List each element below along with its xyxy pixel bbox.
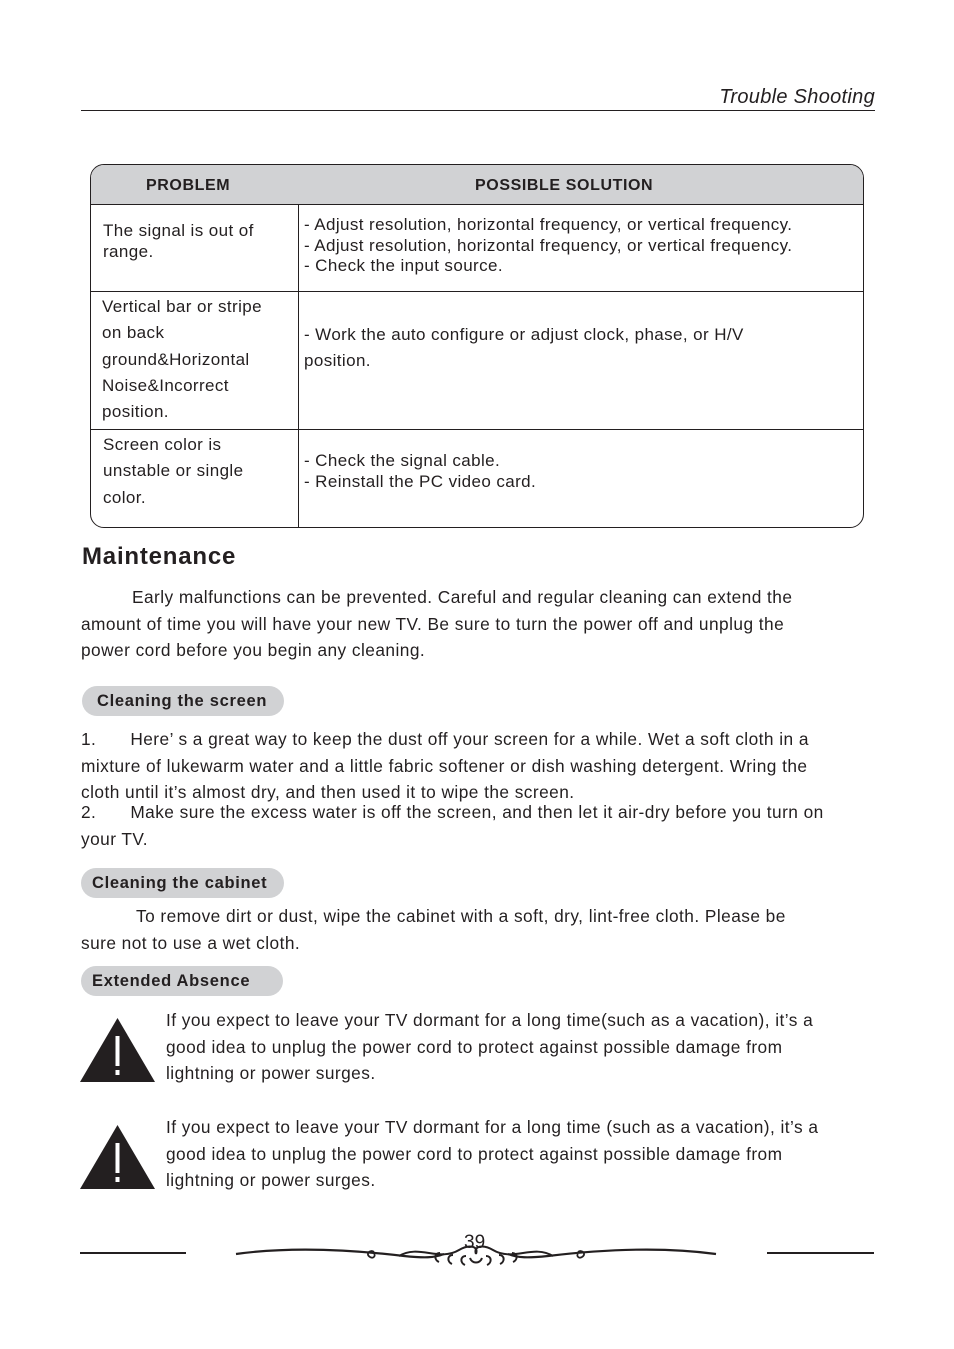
- intro-line: Early malfunctions can be prevented. Careful and regular cleaning can extend the: [132, 587, 793, 607]
- solution-line: - Reinstall the PC video card.: [304, 471, 537, 491]
- warning-text-1: [166, 1007, 813, 1087]
- warning-line: lightning or power surges.: [166, 1170, 376, 1190]
- cleaning-cabinet-text: [81, 903, 786, 956]
- table-header: [91, 165, 863, 205]
- footer-rule-right: [767, 1252, 874, 1254]
- header-rule: [81, 110, 875, 111]
- cabinet-line: To remove dirt or dust, wipe the cabinet with a soft, dry, lint-free cloth. Please be: [136, 906, 786, 926]
- column-header-solution: POSSIBLE SOLUTION: [475, 177, 654, 194]
- solution-line: - Adjust resolution, horizontal frequency, or vertical frequency.: [304, 215, 793, 234]
- problem-line: The signal is out of: [103, 221, 254, 240]
- warning-line: If you expect to leave your TV dormant for a long time(such as a vacation), it’s a: [166, 1010, 814, 1030]
- page-number: 39: [464, 1232, 486, 1253]
- solution-line: - Check the input source.: [304, 256, 503, 275]
- table-row-1-problem: [103, 221, 254, 262]
- row-divider: [91, 429, 863, 430]
- step-text: Here’ s a great way to keep the dust off your screen for a while. Wet a soft cloth in a: [130, 729, 809, 749]
- step-line: [81, 726, 809, 753]
- problem-line: color.: [103, 487, 147, 507]
- solution-line: - Adjust resolution, horizontal frequency, or vertical frequency.: [304, 235, 793, 255]
- warning-text-2: [166, 1114, 818, 1194]
- problem-line: range.: [103, 241, 154, 261]
- solution-line: - Work the auto configure or adjust clock, phase, or H/V: [304, 325, 744, 344]
- row-divider: [91, 291, 863, 292]
- table-row-2-solution: [304, 322, 744, 375]
- step-line: [81, 799, 824, 826]
- footer-rule-left: [80, 1252, 186, 1254]
- problem-line: Noise&Incorrect: [102, 375, 229, 395]
- step-line: mixture of lukewarm water and a little fabric softener or dish washing detergent. Wring the: [81, 755, 808, 776]
- warning-line: good idea to unplug the power cord to protect against possible damage from: [166, 1036, 783, 1057]
- cleaning-screen-label: Cleaning the screen: [82, 686, 284, 716]
- warning-line: If you expect to leave your TV dormant for a long time (such as a vacation), it’s a: [166, 1117, 819, 1137]
- warning-line: lightning or power surges.: [166, 1063, 376, 1083]
- problem-line: ground&Horizontal: [102, 349, 250, 369]
- problem-line: position.: [102, 402, 169, 422]
- solution-line: position.: [304, 351, 371, 371]
- column-header-problem: PROBLEM: [146, 177, 231, 194]
- cleaning-cabinet-label: Cleaning the cabinet: [81, 868, 284, 898]
- step-text: Make sure the excess water is off the screen, and then let it air-dry before you turn on: [130, 802, 824, 822]
- step-number: 1.: [81, 729, 97, 749]
- page-header-title: Trouble Shooting: [719, 86, 875, 108]
- troubleshooting-table: [90, 164, 864, 528]
- intro-line: amount of time you will have your new TV. Be sure to turn the power off and unplug the: [81, 613, 785, 634]
- problem-line: unstable or single: [103, 461, 244, 481]
- problem-line: on back: [102, 323, 165, 343]
- table-row-2-problem: [102, 294, 262, 425]
- cleaning-screen-step-1: [81, 726, 809, 806]
- warning-line: good idea to unplug the power cord to protect against possible damage from: [166, 1143, 783, 1164]
- maintenance-title: Maintenance: [82, 543, 237, 570]
- cleaning-screen-step-2: [81, 799, 824, 852]
- maintenance-intro: [81, 584, 792, 664]
- table-row-3-solution: [304, 451, 536, 492]
- solution-line: - Check the signal cable.: [304, 451, 501, 470]
- step-line: your TV.: [81, 828, 149, 849]
- warning-triangle-icon: [80, 1125, 155, 1189]
- step-number: 2.: [81, 802, 97, 822]
- table-row-1-solution: [304, 215, 792, 277]
- cabinet-line: sure not to use a wet cloth.: [81, 932, 301, 953]
- step-line: cloth until it’s almost dry, and then used it to wipe the screen.: [81, 782, 575, 802]
- warning-triangle-icon: [80, 1018, 155, 1082]
- problem-line: Screen color is: [103, 435, 222, 454]
- intro-line: power cord before you begin any cleaning.: [81, 640, 426, 660]
- table-row-3-problem: [103, 432, 243, 511]
- column-divider: [298, 204, 299, 527]
- problem-line: Vertical bar or stripe: [102, 297, 262, 316]
- extended-absence-label: Extended Absence: [81, 966, 283, 996]
